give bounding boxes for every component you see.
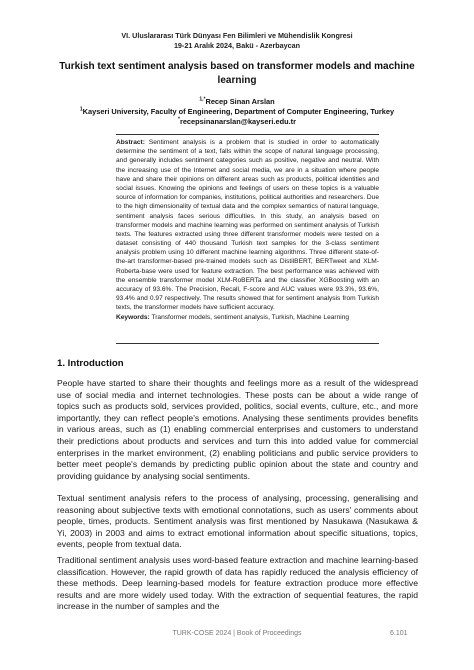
abstract-paragraph — [116, 138, 379, 313]
author-name: Recep Sinan Arslan — [205, 97, 275, 106]
abstract-top-rule — [116, 134, 379, 135]
affiliation: Kayseri University, Faculty of Engineering, Department of Computer Engineering, Turkey — [82, 107, 395, 116]
abstract-block — [116, 138, 379, 322]
paragraph-text: Traditional sentiment analysis uses word-based feature extraction and machine learning-based classification. However, the rapid growth of data has rapidly reduced the analysis efficiency of these methods. Deep learning-based models for feature extraction produce more effective results and are more widely used today. With the extraction of sequential features, the rapid increase in the number of samples and the — [57, 555, 418, 612]
keywords-text: Transformer models, sentiment analysis, Turkish, Machine Learning — [151, 313, 350, 321]
section-heading: 1. Introduction — [57, 358, 124, 369]
page-number: 6.101 — [390, 630, 408, 637]
email-line — [40, 117, 434, 127]
paper-title: Turkish text sentiment analysis based on transformer models and machine learning — [59, 61, 415, 86]
body-paragraph-2 — [57, 493, 418, 551]
author-block — [40, 97, 434, 127]
affiliation-superscript: 1 — [79, 106, 83, 113]
email-superscript: * — [177, 116, 180, 123]
conference-dates: 19-21 Aralık 2024, Bakü - Azerbaycan — [173, 41, 301, 50]
conference-name: VI. Uluslararası Türk Dünyası Fen Bilimleri ve Mühendislik Kongresi — [121, 31, 353, 40]
author-line — [40, 97, 434, 107]
paragraph-text: People have started to share their thoughts and feelings more as a result of the widespread use of social media and internet technologies. These posts can be about a wide range of topics such as products sold, services provided, politics, social events, culture, etc., and more importantly, they can reflect people's emotions. Analysing these sentiments provides benefits in various areas, such as (1) enabling commercial enterprises and customers to understand their predictions about products and services and turn this into added value for commercial enterprises in the market environment, (2) enabling politicians and public service providers to better meet people's demands by predicting public opinion about the state and country and providing guidance by analysing social sentiments. — [57, 378, 418, 481]
footer-text: TURK-COSE 2024 | Book of Proceedings — [172, 630, 302, 637]
author-email[interactable]: recepsinanarslan@kayseri.edu.tr — [179, 117, 297, 126]
abstract-bottom-rule — [116, 343, 379, 344]
abstract-label: Abstract: — [116, 139, 145, 146]
body-paragraph-3 — [57, 555, 418, 613]
keywords-line — [116, 313, 379, 322]
keywords-label: Keywords: — [116, 313, 150, 321]
paragraph-text: Textual sentiment analysis refers to the process of analysing, processing, generalising and reasoning about subjective texts with emotional connotations, such as users' comments about people, times, products. Sentiment analysis was first mentioned by Nasukawa (Nasukawa & Yi, 2003) in 2003 and aims to extract emotional information about specific situations, topics, events, people from textual data. — [57, 493, 418, 550]
abstract-text: Sentiment analysis is a problem that is studied in order to automatically determine the sentiment of a text, falls within the scope of natural language processing, and generally includes sentiment categories such as positive, negative and neutral. With the increasing use of the Internet and social media, we are in a situation where people have and share their opinions on different areas such as products, political identities and social issues. Knowing the opinions and feelings of users on these topics is a valuable source of information for companies, institutions, political authorities and researchers. Due to the high dimensionality of textual data and the complex semantics of natural language, sentiment analysis faces serious difficulties. In this study, an analysis based on transformer models and machine learning was performed on sentiment analysis of Turkish texts. The features extracted using three different transformer models were tested on a dataset consisting of 440 thousand Turkish text samples for the 3-class sentiment analysis problem using 10 different machine learning algorithms. Three different state-of-the-art transformer-based pre-trained models such as DistilBERT, BERTweet and XLM-Roberta-base were used for feature extraction. The best performance was achieved with the ensemble transformer model XLM-RoBERTa and the classifier XGBoosting with an accuracy of 93.6%. The Precision, Recall, F-score and AUC values were 93.3%, 93.6%, 93.4% and 0.97 respectively. The results showed that for sentiment analysis from Turkish texts, the transformer models have sufficient accuracy. — [116, 139, 379, 312]
body-paragraph-1 — [57, 378, 418, 482]
author-superscript: 1,* — [199, 96, 206, 103]
affiliation-line — [40, 107, 434, 117]
conference-header — [0, 31, 474, 51]
